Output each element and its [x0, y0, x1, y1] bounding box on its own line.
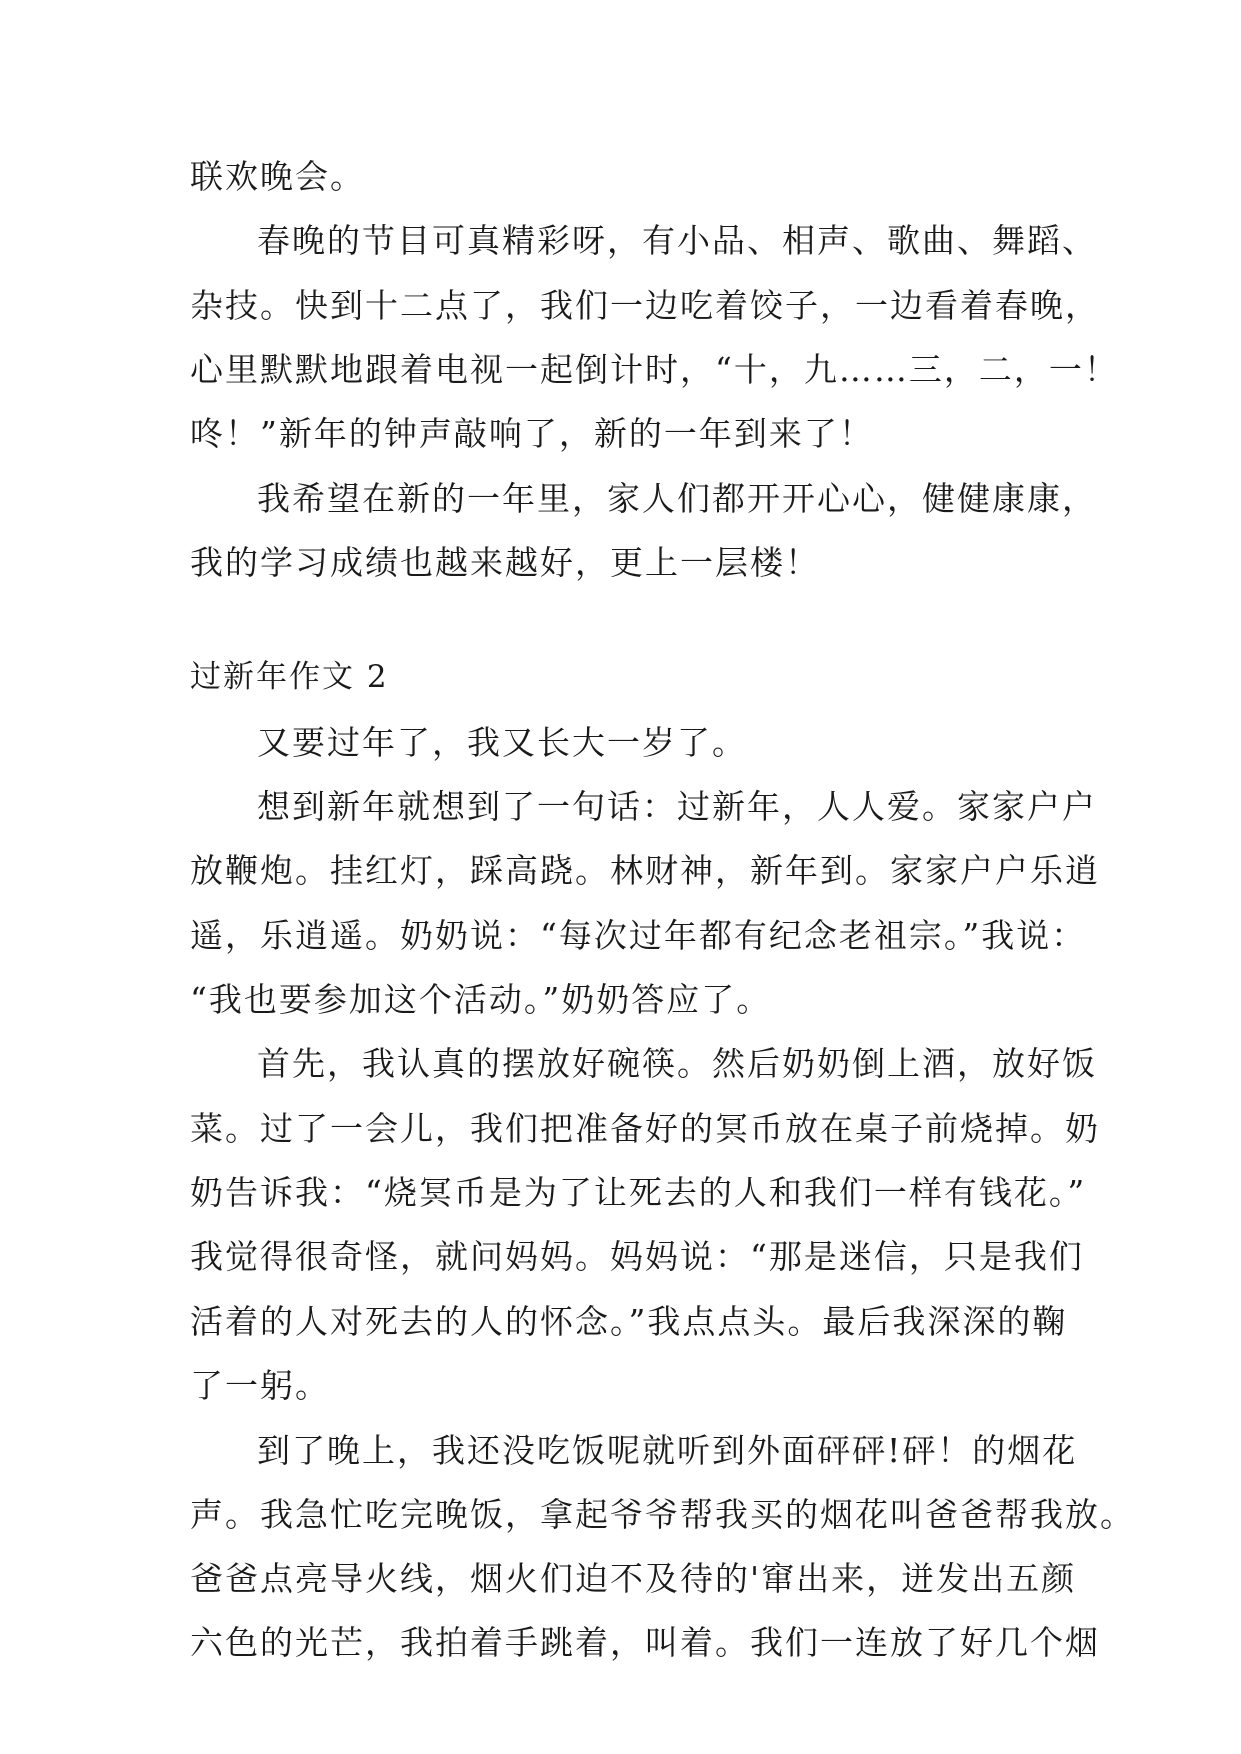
text-line: 联欢晚会。: [190, 157, 365, 196]
text-line: 心里默默地跟着电视一起倒计时，“十，九……三，二，一！: [190, 350, 1119, 389]
section-title: 过新年作文 2: [190, 659, 389, 695]
text-line: 我的学习成绩也越来越好，更上一层楼！: [190, 543, 820, 582]
text-line: 杂技。快到十二点了，我们一边吃着饺子，一边看着春晚，: [190, 286, 1100, 325]
text-line: 咚！”新年的钟声敲响了，新的一年到来了！: [190, 414, 874, 453]
paragraph-start: 又要过年了，我又长大一岁了。: [257, 723, 747, 762]
text-line: 声。我急忙吃完晚饭，拿起爷爷帮我买的烟花叫爸爸帮我放。: [190, 1495, 1135, 1534]
text-line: 菜。过了一会儿，我们把准备好的冥币放在桌子前烧掉。奶: [190, 1109, 1100, 1148]
text-line: 放鞭炮。挂红灯，踩高跷。林财神，新年到。家家户户乐逍: [190, 851, 1100, 890]
text-line: 六色的光芒，我拍着手跳着，叫着。我们一连放了好几个烟: [190, 1623, 1100, 1662]
text-line: 爸爸点亮导火线，烟火们迫不及待的'窜出来，迸发出五颜: [190, 1559, 1077, 1598]
text-line: “我也要参加这个活动。”奶奶答应了。: [190, 980, 772, 1019]
paragraph-start: 春晚的节目可真精彩呀，有小品、相声、歌曲、舞蹈、: [257, 221, 1097, 260]
paragraph-start: 首先，我认真的摆放好碗筷。然后奶奶倒上酒，放好饭: [257, 1044, 1097, 1083]
paragraph-start: 到了晚上，我还没吃饭呢就听到外面砰砰!砰！的烟花: [257, 1431, 1078, 1470]
paragraph-start: 想到新年就想到了一句话：过新年，人人爱。家家户户: [257, 787, 1097, 826]
text-line: 遥，乐逍遥。奶奶说：“每次过年都有纪念老祖宗。”我说：: [190, 916, 1087, 955]
paragraph-start: 我希望在新的一年里，家人们都开开心心，健健康康，: [257, 479, 1097, 518]
text-line: 活着的人对死去的人的怀念。”我点点头。最后我深深的鞠: [190, 1302, 1068, 1341]
text-line: 奶告诉我：“烧冥币是为了让死去的人和我们一样有钱花。”: [190, 1173, 1087, 1212]
text-line: 我觉得很奇怪，就问妈妈。妈妈说：“那是迷信，只是我们: [190, 1237, 1084, 1276]
text-line: 了一躬。: [190, 1366, 330, 1405]
